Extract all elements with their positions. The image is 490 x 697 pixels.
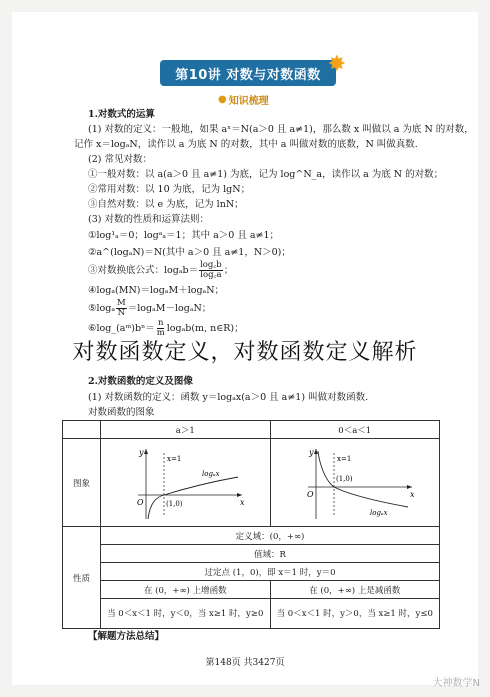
column-header-a-lt-1: 0＜a＜1 — [270, 421, 440, 439]
star-icon: ✸ — [327, 52, 346, 77]
increasing-log-graph — [120, 443, 250, 523]
heading-2: 2.对数函数的定义及图像 — [88, 376, 193, 387]
point-label: (1,0) — [335, 474, 353, 483]
table-row — [63, 563, 440, 581]
table-row — [63, 545, 440, 563]
overlay-caption: 对数函数定义，对数函数定义解析 — [72, 340, 418, 365]
x-axis-arrow — [237, 493, 242, 497]
function-label: logₐx — [202, 469, 220, 478]
x-axis-label: x — [240, 497, 245, 507]
decreasing-cell: 在 (0，+∞) 上是减函数 — [270, 581, 440, 599]
bulb-icon: ● — [218, 94, 227, 105]
fraction: $\frac{\log꜀b}{\log꜀a}$ — [200, 260, 222, 280]
lesson-title-banner — [160, 52, 346, 86]
x1-label: x=1 — [167, 454, 182, 463]
formula-line: ②a^(logₐN)＝N(其中 a＞0 且 a≠1，N＞0)； — [88, 247, 291, 258]
text-line: 对数函数的图象 — [88, 407, 155, 418]
text-line: (1) 对数的定义：一般地，如果 aˣ＝N(a＞0 且 a≠1)，那么数 x 叫做以 a 为底 N 的对数， — [88, 124, 474, 135]
text-line: 记作 x＝logₐN，读作以 a 为底 N 的对数，其中 a 叫做对数的底数，N 叫做真数. — [74, 139, 418, 150]
table-row — [63, 527, 440, 545]
x-axis-arrow — [407, 485, 412, 489]
text-line: (1) 对数函数的定义：函数 y＝logₐx(a＞0 且 a≠1) 叫做对数函数. — [88, 392, 369, 403]
fraction: $\frac{M}{N}$ — [117, 298, 126, 318]
range-cell: 值域：R — [101, 545, 440, 563]
method-summary-heading: 【解题方法总结】 — [88, 631, 165, 642]
log-function-table — [62, 420, 440, 629]
formula-line: ①log¹ₐ＝0；logᵃₐ＝1；其中 a＞0 且 a≠1； — [88, 230, 280, 241]
table-cell — [63, 421, 101, 439]
table-row — [63, 581, 440, 599]
function-label: logₐx — [369, 508, 388, 517]
fixed-point-cell: 过定点 (1，0)，即 x＝1 时，y＝0 — [101, 563, 440, 581]
watermark: 大神数学N — [432, 678, 480, 689]
lesson-title: 第10讲 对数与对数函数 — [175, 67, 321, 83]
origin-label: O — [306, 489, 314, 499]
row-header-graph: 图象 — [63, 439, 101, 527]
text-line: ①一般对数：以 a(a＞0 且 a≠1) 为底，记为 log^N_a，读作以 a 为底 N 的对数； — [88, 169, 444, 180]
formula-line: ⑥log_(aᵐ)bⁿ＝ $\frac{n}{m}$ logₐb(m, n∈R)； — [88, 318, 244, 338]
text-line: ③自然对数：以 e 为底，记为 lnN； — [88, 199, 244, 210]
text-line: (3) 对数的性质和运算法则： — [88, 214, 209, 225]
y-axis-arrow — [314, 449, 318, 454]
log-curve — [148, 477, 238, 519]
y-axis-label: y — [139, 447, 144, 457]
graph-cell-increasing — [101, 439, 271, 527]
domain-cell: 定义域：(0，+∞) — [101, 527, 440, 545]
sign-cell-a-lt-1: 当 0＜x＜1 时，y＞0，当 x≥1 时，y≤0 — [270, 599, 440, 629]
x1-label: x=1 — [336, 454, 352, 463]
section-title: 知识梳理 — [228, 96, 269, 107]
formula-line: ③对数换底公式：logₐb＝ $\frac{\log꜀b}{\log꜀a}$ ； — [88, 260, 234, 280]
point-label: (1,0) — [166, 499, 183, 508]
heading-1: 1.对数式的运算 — [88, 109, 155, 120]
log-curve — [318, 451, 408, 507]
fraction: $\frac{n}{m}$ — [156, 318, 165, 338]
graph-cell-decreasing — [270, 439, 440, 527]
x-axis-label: x — [409, 489, 415, 499]
page-number: 第148页 共3427页 — [205, 658, 285, 668]
row-header-props: 性质 — [63, 527, 101, 629]
table-row — [63, 421, 440, 439]
formula-line: ⑤logₐ $\frac{M}{N}$ ＝logₐM－logₐN； — [88, 298, 212, 318]
decreasing-log-graph — [290, 443, 420, 523]
column-header-a-gt-1: a＞1 — [101, 421, 271, 439]
sign-cell-a-gt-1: 当 0＜x＜1 时，y＜0，当 x≥1 时，y≥0 — [101, 599, 271, 629]
y-axis-arrow — [144, 449, 148, 454]
formula-line: ④logₐ(MN)＝logₐM＋logₐN； — [88, 285, 225, 296]
text-line: ②常用对数：以 10 为底，记为 lgN； — [88, 184, 251, 195]
text-line: (2) 常见对数： — [88, 154, 152, 165]
table-row — [63, 599, 440, 629]
origin-label: O — [137, 497, 144, 507]
section-banner — [218, 92, 269, 107]
table-row — [63, 439, 440, 527]
increasing-cell: 在 (0，+∞) 上增函数 — [101, 581, 271, 599]
y-axis-label: y — [308, 447, 314, 457]
